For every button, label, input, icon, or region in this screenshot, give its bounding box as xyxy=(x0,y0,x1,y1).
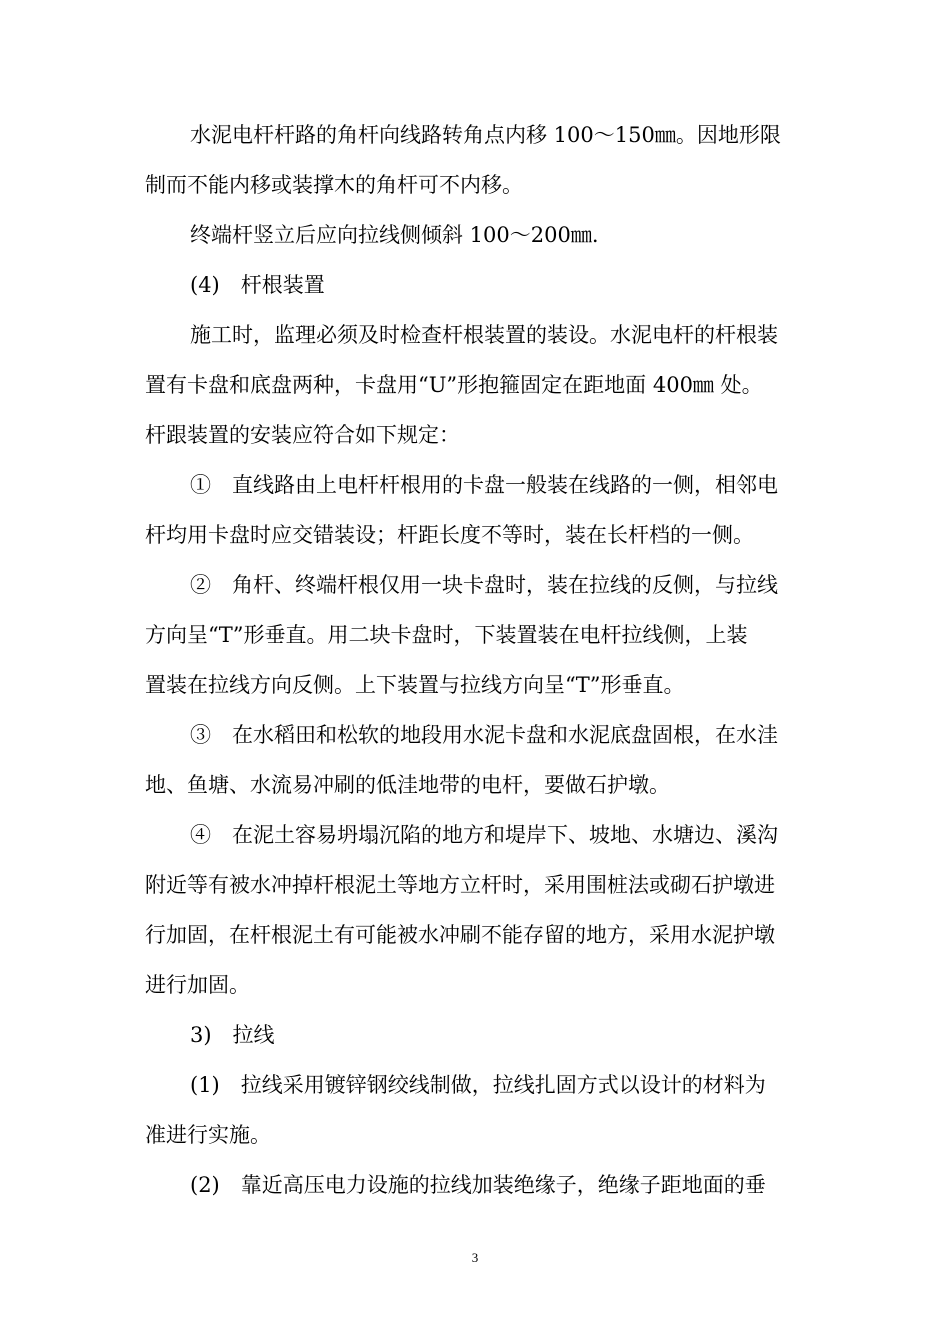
body-text-line: 置有卡盘和底盘两种，卡盘用“U”形抱箍固定在距地面 400㎜ 处。 xyxy=(145,373,763,397)
list-item-line: 方向呈“T”形垂直。用二块卡盘时，下装置装在电杆拉线侧，上装 xyxy=(145,623,748,647)
body-text-line: 施工时，监理必须及时检查杆根装置的装设。水泥电杆的杆根装 xyxy=(190,323,778,347)
list-item-line: ③ 在水稻田和松软的地段用水泥卡盘和水泥底盘固根，在水洼 xyxy=(190,723,778,747)
section-heading: (4) 杆根装置 xyxy=(190,273,325,297)
body-text-line: 杆跟装置的安装应符合如下规定： xyxy=(145,423,460,447)
list-item-line: ② 角杆、终端杆根仅用一块卡盘时，装在拉线的反侧，与拉线 xyxy=(190,573,778,597)
list-item-line: 进行加固。 xyxy=(145,973,250,997)
list-item-line: 杆均用卡盘时应交错装设；杆距长度不等时，装在长杆档的一侧。 xyxy=(145,523,754,547)
list-item-line: 附近等有被水冲掉杆根泥土等地方立杆时，采用围桩法或砌石护墩进 xyxy=(145,873,775,897)
list-item-line: 准进行实施。 xyxy=(145,1123,271,1147)
list-item-line: (2) 靠近高压电力设施的拉线加装绝缘子，绝缘子距地面的垂 xyxy=(190,1173,766,1197)
list-item-line: ① 直线路由上电杆杆根用的卡盘一般装在线路的一侧，相邻电 xyxy=(190,473,778,497)
body-text-line: 终端杆竖立后应向拉线侧倾斜 100～200㎜. xyxy=(190,223,599,247)
list-item-line: 地、鱼塘、水流易冲刷的低洼地带的电杆，要做石护墩。 xyxy=(145,773,670,797)
list-item-line: 置装在拉线方向反侧。上下装置与拉线方向呈“T”形垂直。 xyxy=(145,673,685,697)
body-text-line: 水泥电杆杆路的角杆向线路转角点内移 100～150㎜。因地形限 xyxy=(190,123,781,147)
page-number: 3 xyxy=(471,1250,479,1265)
list-item-line: ④ 在泥土容易坍塌沉陷的地方和堤岸下、坡地、水塘边、溪沟 xyxy=(190,823,778,847)
list-item-line: (1) 拉线采用镀锌钢绞线制做，拉线扎固方式以设计的材料为 xyxy=(190,1073,766,1097)
body-text-line: 制而不能内移或装撑木的角杆可不内移。 xyxy=(145,173,523,197)
section-heading: 3) 拉线 xyxy=(190,1023,275,1047)
list-item-line: 行加固，在杆根泥土有可能被水冲刷不能存留的地方，采用水泥护墩 xyxy=(145,923,775,947)
